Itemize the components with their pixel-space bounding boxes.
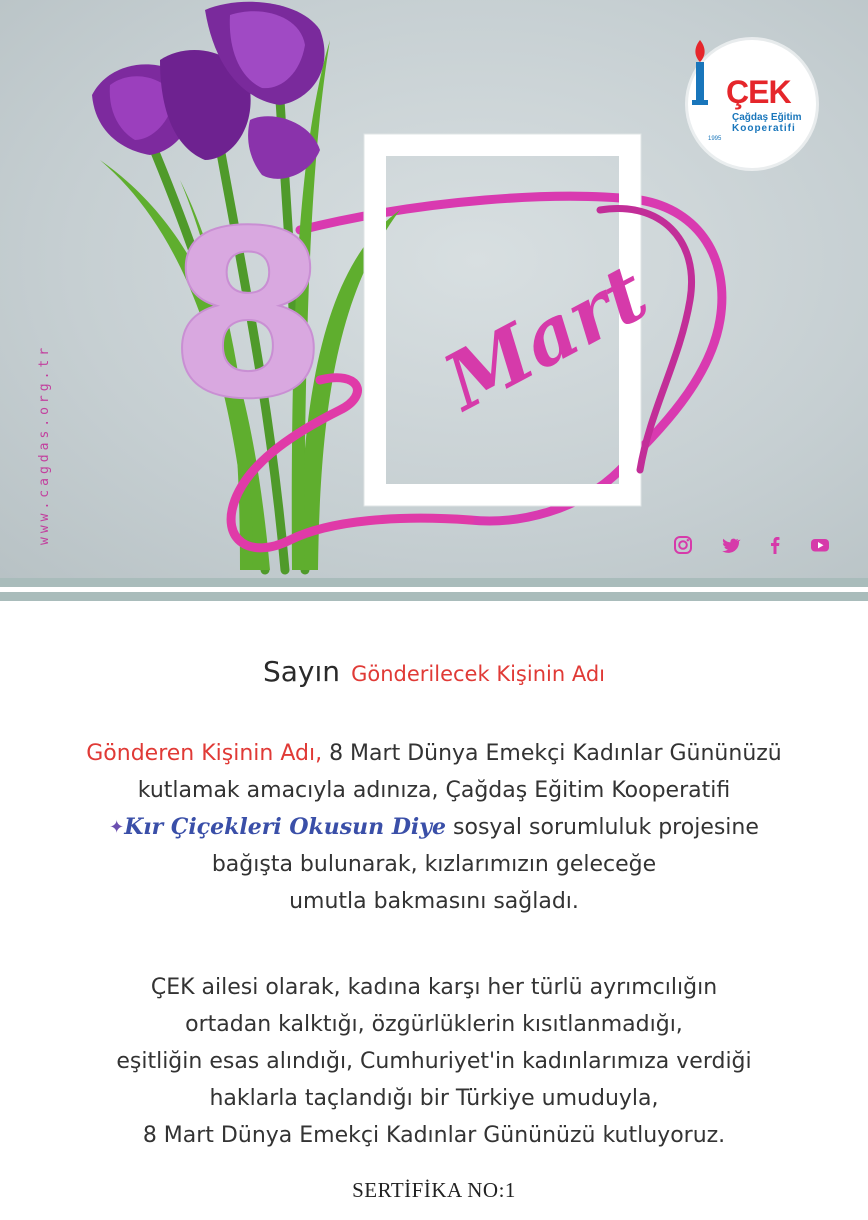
website-url: www.cagdas.org.tr: [37, 343, 52, 545]
torch-icon: [688, 40, 712, 110]
greeting-line: [0, 655, 868, 688]
bird-icon: ✦: [109, 817, 125, 838]
logo-wordmark: ÇEK: [726, 74, 791, 110]
mart-script: Mart: [430, 247, 662, 429]
recipient-name: Gönderilecek Kişinin Adı: [351, 662, 605, 686]
project-name: Kır Çiçekleri Okusun Diye: [124, 814, 447, 840]
divider-stripe: [0, 578, 868, 587]
message-line: [0, 735, 868, 772]
message-paragraph-1: [0, 735, 868, 920]
logo-subtitle: Çağdaş Eğitim: [732, 112, 802, 123]
salutation: Sayın: [262, 655, 341, 688]
header-image: [0, 0, 868, 578]
message-text: sosyal sorumluluk projesine: [446, 815, 759, 840]
message-line: 8 Mart Dünya Emekçi Kadınlar Gününüzü kutluyoruz.: [142, 1123, 726, 1148]
message-line: bağışta bulunarak, kızlarımızın geleceğe: [211, 852, 657, 877]
facebook-icon[interactable]: [765, 535, 785, 555]
message-line: [0, 809, 868, 846]
message-line: kutlamak amacıyla adınıza, Çağdaş Eğitim Kooperatifi: [137, 778, 731, 803]
logo-year: 1995: [708, 136, 722, 142]
cek-logo: [688, 40, 816, 168]
message-line: eşitliğin esas alındığı, Cumhuriyet'in kadınlarımıza verdiği: [116, 1049, 752, 1074]
youtube-icon[interactable]: [810, 535, 830, 555]
figure-eight: 8: [168, 183, 329, 450]
message-line: haklarla taçlandığı bir Türkiye umuduyla,: [209, 1086, 659, 1111]
divider-stripe-2: [0, 592, 868, 601]
message-text: 8 Mart Dünya Emekçi Kadınlar Gününüzü: [322, 741, 782, 766]
certificate-number: SERTİFİKA NO:1: [352, 1178, 516, 1202]
message-line: ÇEK ailesi olarak, kadına karşı her türlü ayrımcılığın: [150, 975, 718, 1000]
message-paragraph-2: [0, 969, 868, 1154]
logo-subtitle-2: Kooperatifi: [732, 123, 796, 134]
tulip-flowers: [92, 2, 324, 179]
message-line: ortadan kalktığı, özgürlüklerin kısıtlanmadığı,: [185, 1012, 683, 1037]
twitter-icon[interactable]: [721, 535, 741, 555]
instagram-icon[interactable]: [673, 535, 693, 555]
sender-name: Gönderen Kişinin Adı,: [86, 741, 323, 766]
message-line: umutla bakmasını sağladı.: [289, 889, 579, 914]
